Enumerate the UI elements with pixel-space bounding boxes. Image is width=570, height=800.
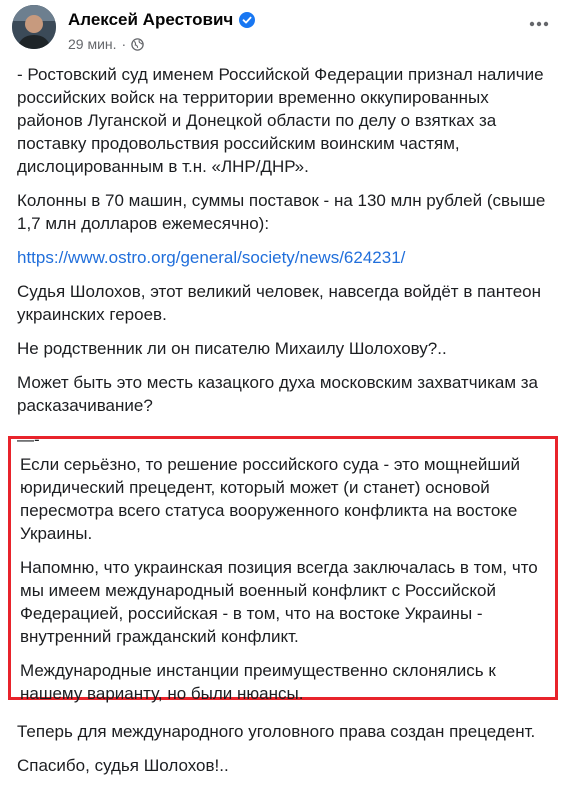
globe-icon: [131, 38, 144, 51]
post-divider-text: —-: [17, 430, 40, 449]
highlighted-text: [20, 453, 550, 716]
post-paragraph: Колонны в 70 машин, суммы поставок - на 130 млн рублей (свыше 1,7 млн долларов ежемесячно):: [17, 191, 546, 233]
highlighted-paragraph: Международные инстанции преимущественно склонялись к нашему варианту, но были нюансы.: [20, 661, 496, 703]
post-link-paragraph: [17, 246, 553, 269]
closing-paragraph: Спасибо, судья Шолохов!..: [17, 756, 229, 775]
author-name[interactable]: Алексей Арестович: [68, 10, 234, 29]
highlighted-section: [8, 436, 558, 703]
article-link[interactable]: https://www.ostro.org/general/society/news/624231/: [17, 248, 406, 267]
post-body: [17, 63, 553, 462]
post-meta: [68, 36, 144, 52]
highlighted-paragraph: Если серьёзно, то решение российского суда - это мощнейший юридический прецедент, который может (и станет) основой пересмотра всего статуса вооруженного конфликта на востоке Украины.: [20, 455, 521, 543]
post-paragraph: Не родственник ли он писателю Михаилу Шолохову?..: [17, 339, 447, 358]
more-options-icon[interactable]: [524, 9, 554, 39]
post-paragraph: Может быть это месть казацкого духа московским захватчикам за расказачивание?: [17, 373, 538, 415]
closing-text: [17, 720, 557, 788]
closing-paragraph: Теперь для международного уголовного права создан прецедент.: [17, 722, 536, 741]
post-timestamp[interactable]: 29 мин.: [68, 36, 117, 52]
highlighted-paragraph: Напомню, что украинская позиция всегда заключалась в том, что мы имеем международный военный конфликт с Российской Федерацией, российская - в том, что на востоке Украины - внутренний гражданский конфликт.: [20, 558, 538, 646]
post-paragraph: Судья Шолохов, этот великий человек, навсегда войдёт в пантеон украинских героев.: [17, 282, 542, 324]
post-paragraph: - Ростовский суд именем Российской Федерации признал наличие российских войск на территории временно оккупированных районов Луганской и Донецкой области по делу о взятках за поставку продовольствия российским воинским частям, дислоцированным в т.н. «ЛНР/ДНР».: [17, 65, 544, 176]
author-avatar[interactable]: [12, 5, 56, 49]
post-header: [12, 5, 558, 55]
author-name-row: [68, 10, 255, 30]
meta-separator: ·: [121, 36, 127, 52]
verified-badge-icon: [239, 12, 255, 28]
